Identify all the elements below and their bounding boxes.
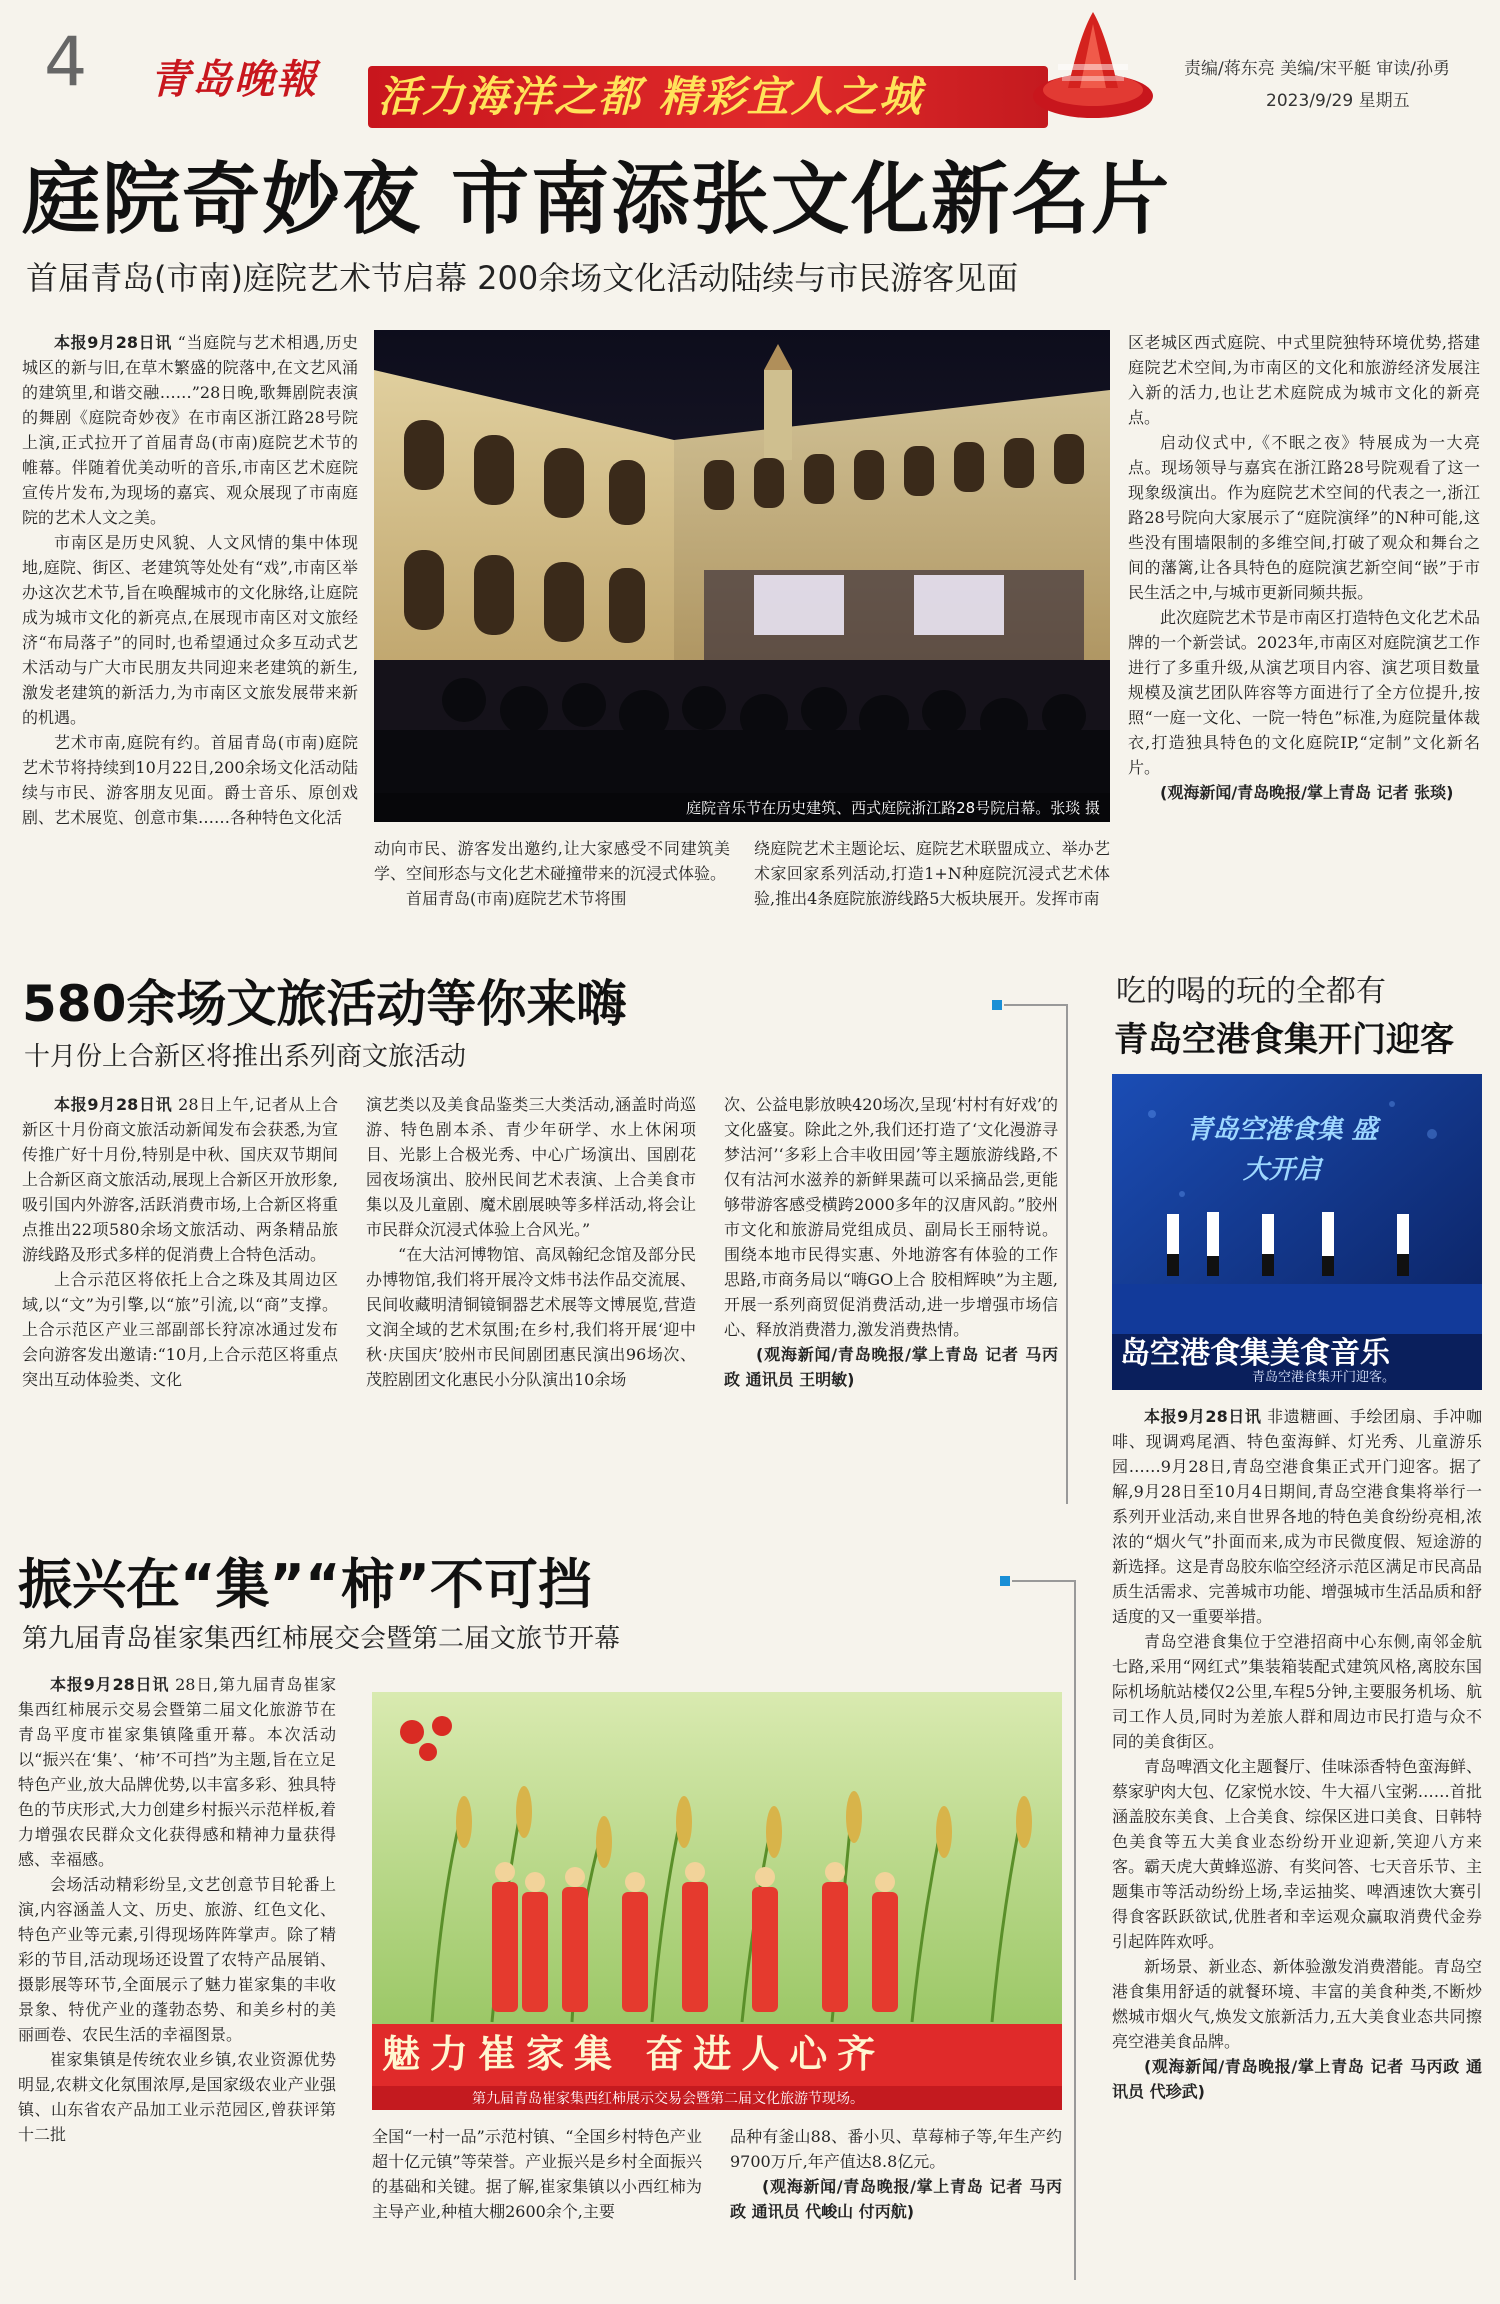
airport-banner-title: 青岛空港食集 盛大开启: [1186, 1115, 1378, 1185]
article3-paragraph-3: 青岛啤酒文化主题餐厅、佳味添香特色蛮海鲜、蔡家驴肉大包、亿家悦水饺、牛大福八宝粥……首批涵盖胶东美食、上合美食、综保区进口美食、日韩特色美食等五大美食业态纷纷开业迎新,笑迎八方来客。霸天虎大黄蜂巡游、有奖问答、七天音乐节、主题集市等活动纷纷上场,幸运抽奖、啤酒速饮大赛引得食客跃跃欲试,优胜者和幸运观众赢取消费代金券引起阵阵欢呼。: [1112, 1757, 1482, 1951]
article4-credit: (观海新闻/青岛晚报/掌上青岛 记者 马丙政 通讯员 代峻山 付丙航): [730, 2177, 1062, 2221]
article4-headline: 振兴在“集”“柿”不可挡: [18, 1553, 592, 1616]
article2-paragraph-1: 28日上午,记者从上合新区十月份商文旅活动新闻发布会获悉,为宣传推广好十月份,特别是中秋、国庆双节期间上合新区商文旅活动,展现上合新区开放形象,吸引国内外游客,活跃消费市场,上合新区将重点推出22项580余场文旅活动、两条精品旅游线路及形式多样的促消费上合特色活动。: [22, 1095, 338, 1264]
article4-column-1: [18, 1672, 336, 2284]
connector-line-1: [1004, 1004, 1068, 1006]
article1-col4-para1: 区老城区西式庭院、中式里院独特环境优势,搭建庭院艺术空间,为市南区的文化和旅游经济发展注入新的活力,也让艺术庭院成为城市文化的新亮点。: [1128, 333, 1480, 427]
article1-col3-text: 绕庭院艺术主题论坛、庭院艺术联盟成立、举办艺术家回家系列活动,打造1+N种庭院沉浸式艺术体验,推出4条庭院旅游线路5大板块展开。发挥市南: [754, 839, 1110, 908]
accent-square-1: [992, 1000, 1002, 1010]
article2-paragraph-2: 上合示范区将依托上合之珠及其周边区域,以“文”为引擎,以“旅”引流,以“商”支撑。上合示范区产业三部副部长狩凉冰通过发布会向游客发出邀请:“10月,上合示范区将重点突出互动体验类、文化: [22, 1270, 338, 1389]
courtyard-photo: [374, 330, 1110, 822]
article2-credit: (观海新闻/青岛晚报/掌上青岛 记者 马丙政 通讯员 王明敏): [724, 1345, 1058, 1389]
courtyard-photo-caption: 庭院音乐节在历史建筑、西式庭院浙江路28号院启幕。张琰 摄: [374, 793, 1110, 822]
accent-square-2: [1000, 1576, 1010, 1586]
article3-paragraph-1: 非遗糖画、手绘团扇、手冲咖啡、现调鸡尾酒、特色蛮海鲜、灯光秀、儿童游乐园……9月28日,青岛空港食集正式开门迎客。据了解,9月28日至10月4日期间,青岛空港食集将举行一系列开业活动,来自世界各地的特色美食纷纷亮相,浓浓的“烟火气”扑面而来,成为市民微度假、短途游的新选择。这是青岛胶东临空经济示范区满足市民高品质生活需求、完善城市功能、增强城市生活品质和舒适度的又一重要举措。: [1112, 1407, 1482, 1626]
masthead: [0, 0, 1500, 140]
article3-paragraph-2: 青岛空港食集位于空港招商中心东侧,南邻金航七路,采用“网红式”集装箱装配式建筑风格,离胶东国际机场航站楼仅2公里,车程5分钟,主要服务机场、航司工作人员,同时为差旅人群和周边市民打造与众不同的美食街区。: [1112, 1632, 1482, 1751]
article4-col2-para1: 全国“一村一品”示范村镇、“全国乡村特色产业超十亿元镇”等荣誉。产业振兴是乡村全面振兴的基础和关键。据了解,崔家集镇以小西红柿为主导产业,种植大棚2600余个,主要: [372, 2127, 702, 2221]
article1-col4-para3: 此次庭院艺术节是市南区打造特色文化艺术品牌的一个新尝试。2023年,市南区对庭院演艺工作进行了多重升级,从演艺项目内容、演艺项目数量规模及演艺团队阵容等方面进行了全方位提升,按照“一庭一文化、一院一特色”标准,为庭院量体裁衣,打造独具特色的文化庭院IP,“定制”文化新名片。: [1128, 608, 1480, 777]
connector-line-1b: [1066, 1004, 1068, 1504]
article2-headline: 580余场文旅活动等你来嗨: [22, 975, 627, 1033]
article2-lead-tag: 本报9月28日讯: [54, 1095, 173, 1114]
article1-headline: 庭院奇妙夜 市南添张文化新名片: [22, 155, 1172, 245]
article3-paragraph-4: 新场景、新业态、新体验激发消费潜能。青岛空港食集用舒适的就餐环境、丰富的美食种类,不断炒燃城市烟火气,焕发文旅新活力,五大美食业态共同擦亮空港美食品牌。: [1112, 1957, 1482, 2051]
article2-col3-para1: 次、公益电影放映420场次,呈现‘村村有好戏’的文化盛宴。除此之外,我们还打造了‘文化漫游寻梦沽河’‘多彩上合丰收田园’等主题旅游线路,不仅有沽河水滋养的新鲜果蔬可以采摘品尝,更能够带游客感受横跨2000多年的汉唐风韵。”胶州市文化和旅游局党组成员、副局长王丽特说。围绕本地市民得实惠、外地游客有体验的工作思路,市商务局以“嗨GO上合 胶相辉映”为主题,开展一系列商贸促消费活动,进一步增强市场信心、释放消费潜力,激发消费热情。: [724, 1095, 1058, 1339]
airport-food-market-photo: [1112, 1074, 1482, 1390]
article4-subheadline: 第九届青岛崔家集西红柿展交会暨第二届文旅节开幕: [22, 1624, 621, 1654]
article1-column-1: [22, 330, 358, 940]
landmark-logo: [1028, 4, 1158, 124]
article4-paragraph-1: 28日,第九届青岛崔家集西红柿展示交易会暨第二届文化旅游节在青岛平度市崔家集镇隆重开幕。本次活动以“振兴在‘集’、‘柿’不可挡”为主题,旨在立足特色产业,放大品牌优势,以丰富多彩、独具特色的节庆形式,大力创建乡村振兴示范样板,着力增强农民群众文化获得感和精神力量获得感、幸福感。: [18, 1675, 336, 1869]
article4-paragraph-3: 崔家集镇是传统农业乡镇,农业资源优势明显,农耕文化氛围浓厚,是国家级农业产业强镇、山东省农产品加工业示范园区,曾获评第十二批: [18, 2050, 336, 2144]
article2-column-1: [22, 1092, 338, 1504]
article2-subheadline: 十月份上合新区将推出系列商文旅活动: [24, 1042, 467, 1072]
article1-column-2: [374, 836, 730, 940]
issue-date: 2023/9/29 星期五: [1266, 91, 1410, 111]
article1-paragraph-3: 艺术市南,庭院有约。首届青岛(市南)庭院艺术节将持续到10月22日,200余场文化活动陆续与市民、游客朋友见面。爵士音乐、原创戏剧、艺术展览、创意市集……各种特色文化活: [22, 733, 358, 827]
article1-col2-text: 动向市民、游客发出邀约,让大家感受不同建筑美学、空间形态与文化艺术碰撞带来的沉浸式体验。: [374, 839, 730, 883]
article1-column-3: [754, 836, 1110, 940]
article4-column-2: [372, 2124, 702, 2284]
article3-headline: 青岛空港食集开门迎客: [1114, 1020, 1454, 1060]
article1-lead-tag: 本报9月28日讯: [54, 333, 172, 352]
article4-lead-tag: 本报9月28日讯: [50, 1675, 170, 1694]
article2-column-3: [724, 1092, 1058, 1504]
paper-logo: 青岛晚報: [150, 56, 318, 103]
tomato-festival-photo: [372, 1692, 1062, 2110]
airport-banner-bottom: 岛空港食集美食音乐: [1120, 1336, 1390, 1371]
article1-subheadline: 首届青岛(市南)庭院艺术节启幕 200余场文化活动陆续与市民游客见面: [26, 259, 1019, 297]
article2-col2-para2: “在大沽河博物馆、高凤翰纪念馆及部分民办博物馆,我们将开展冷文炜书法作品交流展、民间收藏明清铜镜铜器艺术展等文博展览,营造文润全域的艺术氛围;在乡村,我们将开展‘迎中秋·庆国庆’胶州市民间剧团惠民演出96场次、茂腔剧团文化惠民小分队演出10余场: [366, 1245, 696, 1389]
connector-line-2b: [1074, 1580, 1076, 2280]
connector-line-2: [1012, 1580, 1076, 1582]
article1-credit: (观海新闻/青岛晚报/掌上青岛 记者 张琰): [1160, 783, 1454, 802]
article4-paragraph-2: 会场活动精彩纷呈,文艺创意节目轮番上演,内容涵盖人文、历史、旅游、红色文化、特色产业等元素,引得现场阵阵掌声。除了精彩的节目,活动现场还设置了农特产品展销、摄影展等环节,全面展示了魅力崔家集的丰收景象、特优产业的蓬勃态势、和美乡村的美丽画卷、农民生活的幸福图景。: [18, 1875, 336, 2044]
article3-kicker: 吃的喝的玩的全都有: [1116, 974, 1386, 1009]
article1-paragraph-2: 市南区是历史风貌、人文风情的集中体现地,庭院、街区、老建筑等处处有“戏”,市南区举办这次艺术节,旨在唤醒城市的文化脉络,让庭院成为城市文化的新亮点,在展现市南区对文旅经济“布局落子”的同时,也希望通过众多互动式艺术活动与广大市民朋友共同迎来老建筑的新生,激发老建筑的新活力,为市南区文旅发展带来新的机遇。: [22, 533, 358, 727]
article2-col2-para1: 演艺类以及美食品鉴类三大类活动,涵盖时尚巡游、特色剧本杀、青少年研学、水上休闲项目、光影上合极光秀、中心广场演出、国剧花园夜场演出、胶州民间艺术表演、上合美食市集以及儿童剧、魔术剧展映等多样活动,将会让市民群众沉浸式体验上合风光。”: [366, 1095, 696, 1239]
article1-paragraph-1: “当庭院与艺术相遇,历史城区的新与旧,在草木繁盛的院落中,在文艺风涌的建筑里,和谐交融……”28日晚,歌舞剧院表演的舞剧《庭院奇妙夜》在市南区浙江路28号院上演,正式拉开了首届青岛(市南)庭院艺术节的帷幕。伴随着优美动听的音乐,市南区艺术庭院宣传片发布,为现场的嘉宾、观众展现了市南庭院的艺术人文之美。: [22, 333, 358, 527]
article3-credit: (观海新闻/青岛晚报/掌上青岛 记者 马丙政 通讯员 代珍武): [1112, 2057, 1482, 2101]
editors-line: 责编/蒋东亮 美编/宋平艇 审读/孙勇: [1184, 59, 1450, 79]
tomato-photo-caption: 第九届青岛崔家集西红柿展示交易会暨第二届文化旅游节现场。: [472, 2091, 864, 2107]
slogan-text: 活力海洋之都 精彩宜人之城: [378, 72, 923, 121]
article4-col3-para1: 品种有釜山88、番小贝、草莓柿子等,年生产约9700万斤,年产值达8.8亿元。: [730, 2127, 1062, 2171]
airport-photo-caption: 青岛空港食集开门迎客。: [1252, 1370, 1396, 1385]
article3-lead-tag: 本报9月28日讯: [1144, 1407, 1262, 1426]
article3-body: [1112, 1404, 1482, 2284]
article1-col2-para2: 首届青岛(市南)庭院艺术节将围: [406, 889, 627, 908]
article1-col4-para2: 启动仪式中,《不眠之夜》特展成为一大亮点。现场领导与嘉宾在浙江路28号院观看了这一现象级演出。作为庭院艺术空间的代表之一,浙江路28号院向大家展示了“庭院演绎”的N种可能,这些没有围墙限制的多维空间,打破了观众和舞台之间的藩篱,让各具特色的庭院演艺新空间“嵌”于市民生活之中,与城市更新同频共振。: [1128, 433, 1480, 602]
article1-column-4: [1128, 330, 1480, 940]
tomato-banner-text: 魅力崔家集 奋进人心齐: [382, 2032, 886, 2076]
article4-column-3: [730, 2124, 1062, 2284]
article2-column-2: [366, 1092, 696, 1504]
page-number: 4: [44, 23, 88, 102]
